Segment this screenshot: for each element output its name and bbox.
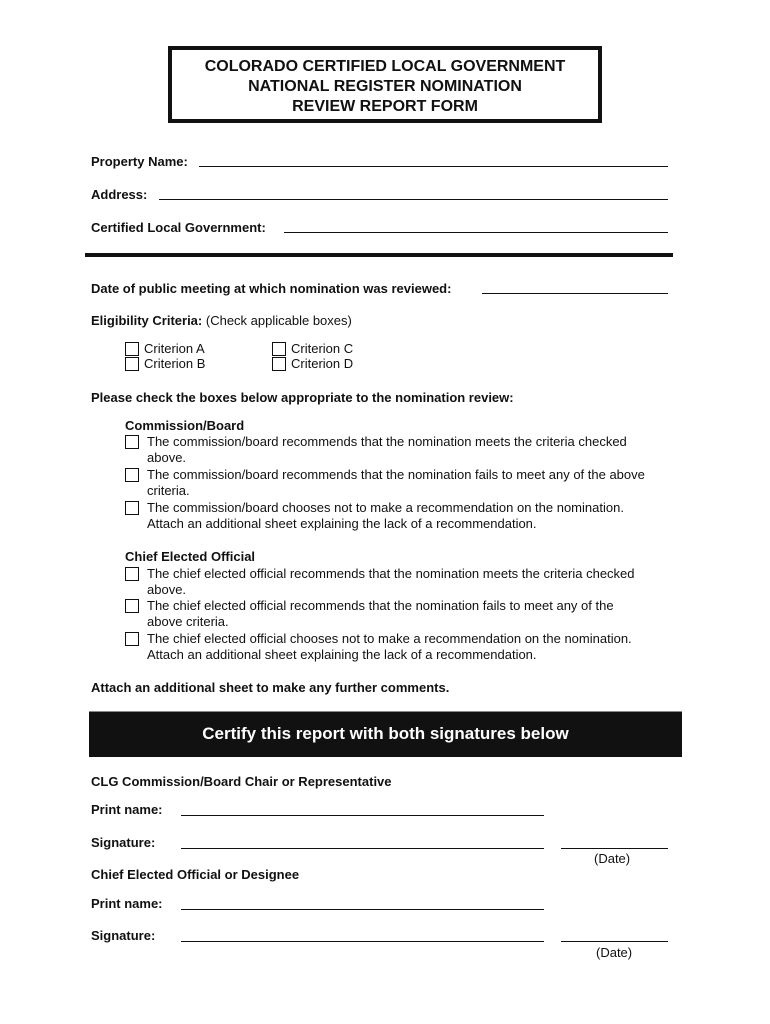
property-name-field[interactable]: [199, 166, 668, 167]
chief-no-rec-checkbox[interactable]: [125, 632, 139, 646]
chief-date-label: (Date): [596, 945, 633, 960]
criterion-b-label: Criterion B: [144, 356, 206, 371]
commission-meets-line-2: above.: [147, 450, 187, 465]
property-name-label: Property Name:: [91, 154, 188, 169]
clg-date-field[interactable]: [561, 848, 668, 849]
meeting-date-label: Date of public meeting at which nomination was reviewed:: [91, 281, 452, 296]
clg-signature-label: Signature:: [91, 835, 156, 850]
chief-fails-line-1: The chief elected official recommends that the nomination fails to meet any of the: [147, 598, 614, 613]
eligibility-hint: (Check applicable boxes): [205, 313, 352, 328]
clg-date-label: (Date): [594, 851, 631, 866]
title-line-1: COLORADO CERTIFIED LOCAL GOVERNMENT: [204, 58, 566, 75]
banner-top-rule: [89, 711, 682, 712]
commission-meets-line-1: The commission/board recommends that the nomination meets the criteria checked: [147, 434, 627, 449]
commission-fails-checkbox[interactable]: [125, 468, 139, 482]
commission-meets-text: [147, 434, 687, 466]
chief-no-rec-line-1: The chief elected official chooses not to make a recommendation on the nomination.: [147, 631, 632, 646]
chief-no-rec-line-2: Attach an additional sheet explaining the lack of a recommendation.: [147, 647, 537, 662]
criterion-a-checkbox[interactable]: [125, 342, 139, 356]
criterion-c-label: Criterion C: [291, 341, 354, 356]
commission-no-rec-line-2: Attach an additional sheet explaining the lack of a recommendation.: [147, 516, 537, 531]
commission-fails-line-2: criteria.: [147, 483, 190, 498]
clg-field[interactable]: [284, 232, 668, 233]
chief-heading: Chief Elected Official: [125, 549, 256, 564]
commission-fails-text: [147, 467, 687, 499]
chief-signature-label: Signature:: [91, 928, 156, 943]
certify-banner: Certify this report with both signatures below: [89, 711, 682, 757]
form-title-box: [168, 46, 602, 123]
chief-signature-field[interactable]: [181, 941, 544, 942]
criterion-d-checkbox[interactable]: [272, 357, 286, 371]
clg-signer-heading: CLG Commission/Board Chair or Representative: [91, 774, 392, 789]
chief-meets-line-1: The chief elected official recommends that the nomination meets the criteria checked: [147, 566, 635, 581]
clg-label: Certified Local Government:: [91, 220, 266, 235]
criterion-b-checkbox[interactable]: [125, 357, 139, 371]
criterion-d-label: Criterion D: [291, 356, 354, 371]
chief-meets-line-2: above.: [147, 582, 187, 597]
eligibility-row: [91, 313, 352, 329]
commission-no-rec-line-1: The commission/board chooses not to make a recommendation on the nomination.: [147, 500, 624, 515]
chief-fails-text: [147, 598, 687, 630]
attach-note: Attach an additional sheet to make any further comments.: [91, 680, 450, 695]
address-label: Address:: [91, 187, 148, 202]
review-instructions: Please check the boxes below appropriate to the nomination review:: [91, 390, 514, 405]
chief-date-field[interactable]: [561, 941, 668, 942]
clg-print-name-label: Print name:: [91, 802, 163, 817]
commission-heading: Commission/Board: [125, 418, 245, 433]
chief-fails-checkbox[interactable]: [125, 599, 139, 613]
chief-signer-heading: Chief Elected Official or Designee: [91, 867, 300, 882]
chief-print-name-field[interactable]: [181, 909, 544, 910]
criterion-c-checkbox[interactable]: [272, 342, 286, 356]
title-line-2: NATIONAL REGISTER NOMINATION: [248, 78, 522, 95]
clg-signature-field[interactable]: [181, 848, 544, 849]
chief-meets-text: [147, 566, 687, 598]
chief-print-name-label: Print name:: [91, 896, 163, 911]
title-line-3: REVIEW REPORT FORM: [292, 98, 478, 115]
commission-no-rec-text: [147, 500, 687, 532]
chief-no-rec-text: [147, 631, 687, 663]
commission-meets-checkbox[interactable]: [125, 435, 139, 449]
clg-print-name-field[interactable]: [181, 815, 544, 816]
meeting-date-field[interactable]: [482, 293, 668, 294]
criterion-a-label: Criterion A: [144, 341, 205, 356]
chief-meets-checkbox[interactable]: [125, 567, 139, 581]
address-field[interactable]: [159, 199, 668, 200]
eligibility-label: Eligibility Criteria:: [91, 313, 203, 328]
chief-fails-line-2: above criteria.: [147, 614, 229, 629]
commission-no-rec-checkbox[interactable]: [125, 501, 139, 515]
commission-fails-line-1: The commission/board recommends that the nomination fails to meet any of the above: [147, 467, 645, 482]
section-divider: [85, 253, 673, 257]
